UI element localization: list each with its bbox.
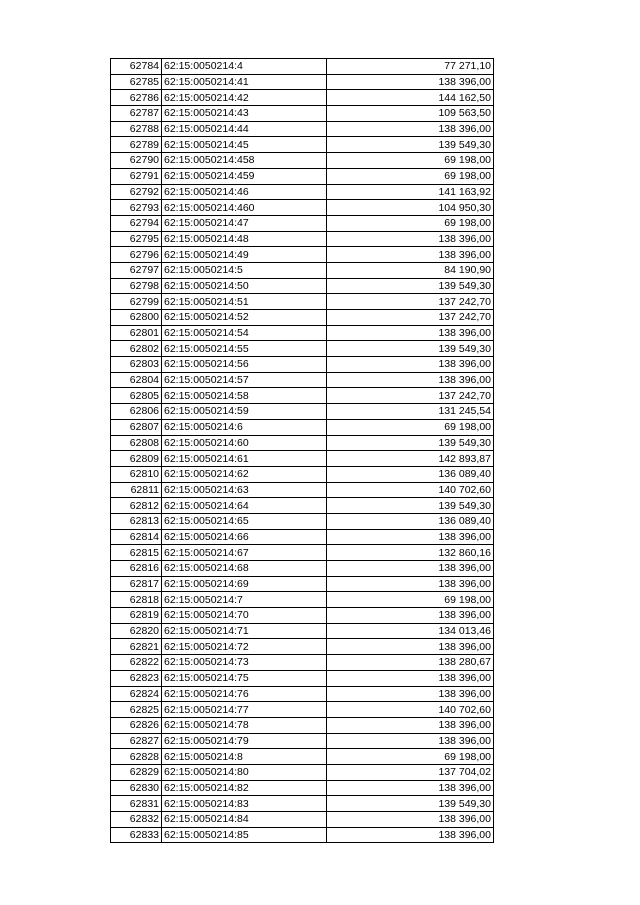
row-number-cell: 62803	[111, 357, 162, 373]
table-row	[111, 262, 494, 278]
cadastral-number-cell: 62:15:0050214:75	[162, 670, 327, 686]
cadastral-value-cell: 138 396,00	[327, 576, 494, 592]
table-row	[111, 404, 494, 420]
cadastral-number-cell: 62:15:0050214:67	[162, 545, 327, 561]
cadastral-value-cell: 136 089,40	[327, 513, 494, 529]
row-number-cell: 62800	[111, 310, 162, 326]
cadastral-value-cell: 104 950,30	[327, 200, 494, 216]
table-body	[111, 59, 494, 843]
cadastral-number-cell: 62:15:0050214:69	[162, 576, 327, 592]
cadastral-value-cell: 69 198,00	[327, 749, 494, 765]
cadastral-value-cell: 138 396,00	[327, 733, 494, 749]
row-number-cell: 62794	[111, 215, 162, 231]
row-number-cell: 62790	[111, 153, 162, 169]
row-number-cell: 62826	[111, 717, 162, 733]
cadastral-number-cell: 62:15:0050214:83	[162, 796, 327, 812]
row-number-cell: 62813	[111, 513, 162, 529]
cadastral-value-cell: 139 549,30	[327, 498, 494, 514]
cadastral-number-cell: 62:15:0050214:47	[162, 215, 327, 231]
table-row	[111, 749, 494, 765]
table-row	[111, 812, 494, 828]
row-number-cell: 62788	[111, 121, 162, 137]
table-row	[111, 545, 494, 561]
cadastral-number-cell: 62:15:0050214:77	[162, 702, 327, 718]
row-number-cell: 62796	[111, 247, 162, 263]
row-number-cell: 62829	[111, 764, 162, 780]
cadastral-value-cell: 138 396,00	[327, 608, 494, 624]
cadastral-number-cell: 62:15:0050214:50	[162, 278, 327, 294]
row-number-cell: 62798	[111, 278, 162, 294]
cadastral-value-cell: 139 549,30	[327, 341, 494, 357]
table-row	[111, 215, 494, 231]
row-number-cell: 62801	[111, 325, 162, 341]
cadastral-value-cell: 138 396,00	[327, 717, 494, 733]
cadastral-value-cell: 138 280,67	[327, 655, 494, 671]
row-number-cell: 62820	[111, 623, 162, 639]
cadastral-value-cell: 138 396,00	[327, 686, 494, 702]
cadastral-value-cell: 138 396,00	[327, 670, 494, 686]
cadastral-number-cell: 62:15:0050214:44	[162, 121, 327, 137]
cadastral-value-cell: 138 396,00	[327, 812, 494, 828]
cadastral-number-cell: 62:15:0050214:54	[162, 325, 327, 341]
table-row	[111, 388, 494, 404]
cadastral-value-cell: 138 396,00	[327, 231, 494, 247]
cadastral-number-cell: 62:15:0050214:84	[162, 812, 327, 828]
cadastral-number-cell: 62:15:0050214:64	[162, 498, 327, 514]
table-row	[111, 325, 494, 341]
cadastral-value-cell: 138 396,00	[327, 247, 494, 263]
cadastral-number-cell: 62:15:0050214:85	[162, 827, 327, 843]
cadastral-number-cell: 62:15:0050214:62	[162, 466, 327, 482]
cadastral-value-cell: 138 396,00	[327, 121, 494, 137]
cadastral-value-cell: 136 089,40	[327, 466, 494, 482]
table-row	[111, 482, 494, 498]
cadastral-value-cell: 138 396,00	[327, 827, 494, 843]
table-row	[111, 419, 494, 435]
cadastral-value-cell: 140 702,60	[327, 482, 494, 498]
row-number-cell: 62831	[111, 796, 162, 812]
row-number-cell: 62821	[111, 639, 162, 655]
cadastral-value-cell: 137 242,70	[327, 310, 494, 326]
cadastral-value-cell: 138 396,00	[327, 372, 494, 388]
table-row	[111, 200, 494, 216]
table-row	[111, 121, 494, 137]
row-number-cell: 62823	[111, 670, 162, 686]
cadastral-number-cell: 62:15:0050214:42	[162, 90, 327, 106]
table-row	[111, 686, 494, 702]
table-row	[111, 466, 494, 482]
cadastral-number-cell: 62:15:0050214:51	[162, 294, 327, 310]
row-number-cell: 62830	[111, 780, 162, 796]
cadastral-number-cell: 62:15:0050214:45	[162, 137, 327, 153]
cadastral-number-cell: 62:15:0050214:49	[162, 247, 327, 263]
table-row	[111, 435, 494, 451]
row-number-cell: 62816	[111, 561, 162, 577]
table-row	[111, 247, 494, 263]
cadastral-number-cell: 62:15:0050214:55	[162, 341, 327, 357]
row-number-cell: 62787	[111, 106, 162, 122]
cadastral-number-cell: 62:15:0050214:43	[162, 106, 327, 122]
table-row	[111, 168, 494, 184]
cadastral-number-cell: 62:15:0050214:78	[162, 717, 327, 733]
cadastral-value-cell: 138 396,00	[327, 780, 494, 796]
table-row	[111, 90, 494, 106]
table-row	[111, 639, 494, 655]
cadastral-value-cell: 137 242,70	[327, 388, 494, 404]
row-number-cell: 62832	[111, 812, 162, 828]
row-number-cell: 62817	[111, 576, 162, 592]
cadastral-number-cell: 62:15:0050214:458	[162, 153, 327, 169]
table-row	[111, 106, 494, 122]
table-row	[111, 451, 494, 467]
cadastral-number-cell: 62:15:0050214:6	[162, 419, 327, 435]
cadastral-value-cell: 138 396,00	[327, 561, 494, 577]
table-row	[111, 498, 494, 514]
table-row	[111, 576, 494, 592]
row-number-cell: 62811	[111, 482, 162, 498]
cadastral-value-cell: 139 549,30	[327, 435, 494, 451]
cadastral-value-cell: 131 245,54	[327, 404, 494, 420]
cadastral-value-cell: 69 198,00	[327, 419, 494, 435]
table-row	[111, 372, 494, 388]
row-number-cell: 62827	[111, 733, 162, 749]
table-row	[111, 529, 494, 545]
cadastral-number-cell: 62:15:0050214:48	[162, 231, 327, 247]
cadastral-number-cell: 62:15:0050214:52	[162, 310, 327, 326]
cadastral-value-cell: 138 396,00	[327, 357, 494, 373]
cadastral-number-cell: 62:15:0050214:8	[162, 749, 327, 765]
table-row	[111, 74, 494, 90]
document-page	[110, 58, 494, 843]
table-row	[111, 733, 494, 749]
row-number-cell: 62784	[111, 59, 162, 75]
table-row	[111, 702, 494, 718]
table-row	[111, 341, 494, 357]
cadastral-number-cell: 62:15:0050214:4	[162, 59, 327, 75]
cadastral-number-cell: 62:15:0050214:5	[162, 262, 327, 278]
cadastral-number-cell: 62:15:0050214:460	[162, 200, 327, 216]
row-number-cell: 62806	[111, 404, 162, 420]
table-row	[111, 655, 494, 671]
row-number-cell: 62809	[111, 451, 162, 467]
cadastral-number-cell: 62:15:0050214:459	[162, 168, 327, 184]
cadastral-value-cell: 69 198,00	[327, 592, 494, 608]
row-number-cell: 62814	[111, 529, 162, 545]
row-number-cell: 62797	[111, 262, 162, 278]
table-row	[111, 717, 494, 733]
row-number-cell: 62795	[111, 231, 162, 247]
cadastral-value-cell: 69 198,00	[327, 153, 494, 169]
table-row	[111, 294, 494, 310]
cadastral-value-cell: 139 549,30	[327, 137, 494, 153]
table-row	[111, 796, 494, 812]
table-row	[111, 592, 494, 608]
table-row	[111, 310, 494, 326]
row-number-cell: 62819	[111, 608, 162, 624]
cadastral-number-cell: 62:15:0050214:65	[162, 513, 327, 529]
cadastral-number-cell: 62:15:0050214:57	[162, 372, 327, 388]
row-number-cell: 62791	[111, 168, 162, 184]
table-row	[111, 153, 494, 169]
cadastral-number-cell: 62:15:0050214:72	[162, 639, 327, 655]
cadastral-value-cell: 69 198,00	[327, 215, 494, 231]
cadastral-number-cell: 62:15:0050214:56	[162, 357, 327, 373]
cadastral-number-cell: 62:15:0050214:46	[162, 184, 327, 200]
cadastral-number-cell: 62:15:0050214:63	[162, 482, 327, 498]
row-number-cell: 62802	[111, 341, 162, 357]
cadastral-value-cell: 142 893,87	[327, 451, 494, 467]
cadastral-value-cell: 69 198,00	[327, 168, 494, 184]
row-number-cell: 62805	[111, 388, 162, 404]
row-number-cell: 62792	[111, 184, 162, 200]
row-number-cell: 62822	[111, 655, 162, 671]
table-row	[111, 764, 494, 780]
cadastral-value-cell: 140 702,60	[327, 702, 494, 718]
row-number-cell: 62828	[111, 749, 162, 765]
cadastral-number-cell: 62:15:0050214:73	[162, 655, 327, 671]
cadastral-number-cell: 62:15:0050214:79	[162, 733, 327, 749]
row-number-cell: 62818	[111, 592, 162, 608]
cadastral-value-cell: 141 163,92	[327, 184, 494, 200]
row-number-cell: 62833	[111, 827, 162, 843]
table-row	[111, 780, 494, 796]
cadastral-number-cell: 62:15:0050214:82	[162, 780, 327, 796]
table-row	[111, 608, 494, 624]
cadastral-value-cell: 84 190,90	[327, 262, 494, 278]
row-number-cell: 62824	[111, 686, 162, 702]
row-number-cell: 62793	[111, 200, 162, 216]
table-row	[111, 827, 494, 843]
cadastral-value-cell: 137 704,02	[327, 764, 494, 780]
row-number-cell: 62807	[111, 419, 162, 435]
row-number-cell: 62808	[111, 435, 162, 451]
row-number-cell: 62786	[111, 90, 162, 106]
cadastral-number-cell: 62:15:0050214:7	[162, 592, 327, 608]
cadastral-value-cell: 138 396,00	[327, 325, 494, 341]
cadastral-value-cell: 138 396,00	[327, 74, 494, 90]
table-row	[111, 137, 494, 153]
cadastral-value-cell: 132 860,16	[327, 545, 494, 561]
table-row	[111, 623, 494, 639]
cadastral-value-cell: 134 013,46	[327, 623, 494, 639]
cadastral-value-cell: 139 549,30	[327, 278, 494, 294]
cadastral-number-cell: 62:15:0050214:60	[162, 435, 327, 451]
cadastral-value-cell: 77 271,10	[327, 59, 494, 75]
cadastral-number-cell: 62:15:0050214:80	[162, 764, 327, 780]
cadastral-number-cell: 62:15:0050214:58	[162, 388, 327, 404]
cadastral-value-cell: 137 242,70	[327, 294, 494, 310]
row-number-cell: 62815	[111, 545, 162, 561]
row-number-cell: 62804	[111, 372, 162, 388]
table-row	[111, 59, 494, 75]
cadastral-number-cell: 62:15:0050214:70	[162, 608, 327, 624]
row-number-cell: 62789	[111, 137, 162, 153]
cadastral-value-cell: 109 563,50	[327, 106, 494, 122]
table-row	[111, 357, 494, 373]
table-row	[111, 561, 494, 577]
cadastral-value-cell: 144 162,50	[327, 90, 494, 106]
cadastral-number-cell: 62:15:0050214:68	[162, 561, 327, 577]
cadastral-number-cell: 62:15:0050214:61	[162, 451, 327, 467]
row-number-cell: 62825	[111, 702, 162, 718]
row-number-cell: 62799	[111, 294, 162, 310]
table-row	[111, 513, 494, 529]
cadastral-value-cell: 138 396,00	[327, 529, 494, 545]
cadastral-number-cell: 62:15:0050214:71	[162, 623, 327, 639]
row-number-cell: 62812	[111, 498, 162, 514]
table-row	[111, 278, 494, 294]
row-number-cell: 62810	[111, 466, 162, 482]
cadastral-number-cell: 62:15:0050214:41	[162, 74, 327, 90]
cadastral-value-table	[110, 58, 494, 843]
cadastral-number-cell: 62:15:0050214:66	[162, 529, 327, 545]
row-number-cell: 62785	[111, 74, 162, 90]
cadastral-value-cell: 138 396,00	[327, 639, 494, 655]
cadastral-number-cell: 62:15:0050214:76	[162, 686, 327, 702]
table-row	[111, 184, 494, 200]
table-row	[111, 231, 494, 247]
table-row	[111, 670, 494, 686]
cadastral-value-cell: 139 549,30	[327, 796, 494, 812]
cadastral-number-cell: 62:15:0050214:59	[162, 404, 327, 420]
